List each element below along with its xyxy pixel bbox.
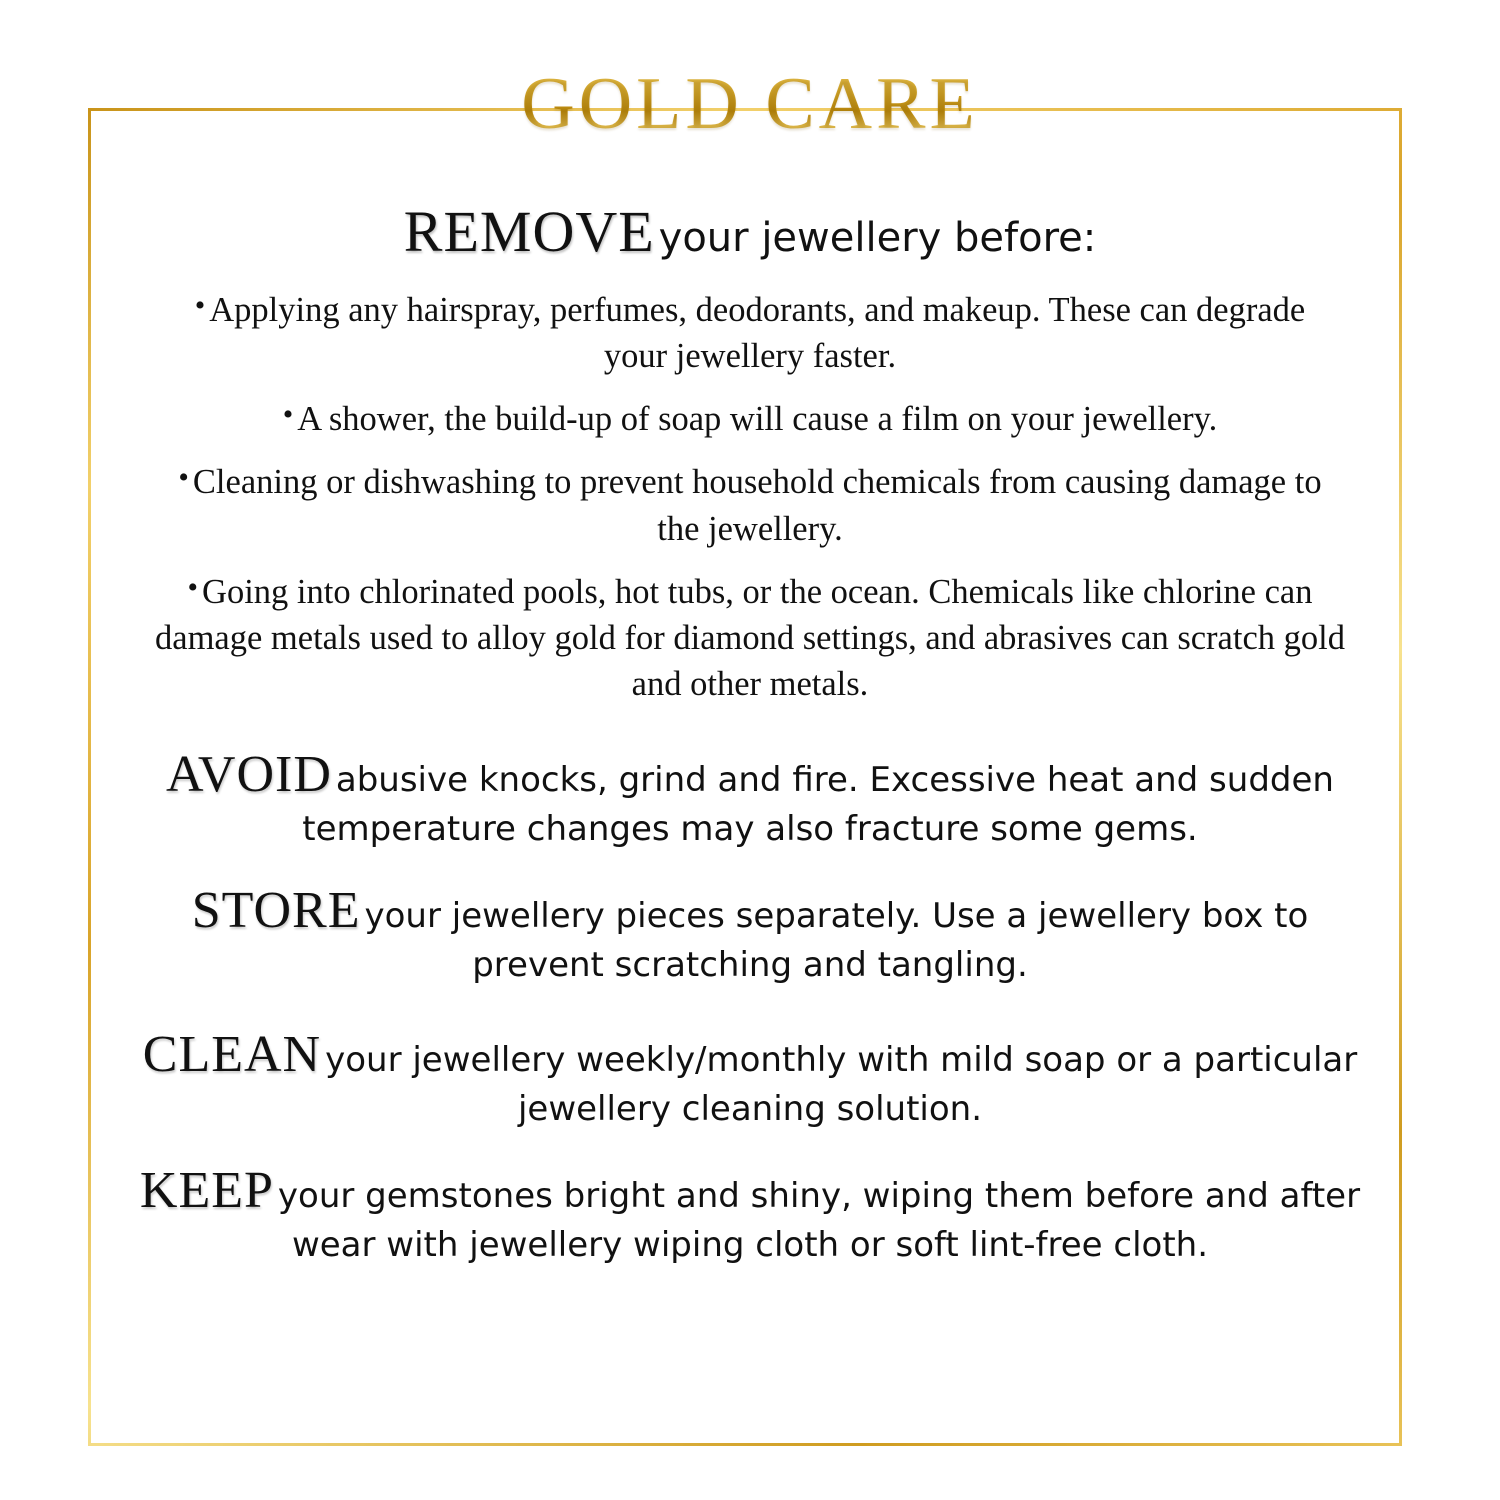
section-store-body: your jewellery pieces separately. Use a jewellery box to prevent scratching and tangling. — [364, 895, 1309, 986]
bullet-dot-icon: • — [194, 288, 206, 322]
page-title: GOLD CARE — [495, 62, 1004, 147]
remove-heading-lead: REMOVE — [403, 199, 655, 264]
bullet-dot-icon: • — [178, 461, 189, 495]
list-item — [130, 458, 1370, 551]
list-item-text: Going into chlorinated pools, hot tubs, or the ocean. Chemicals like chlorine can damage metals used to alloy gold for diamond settings, and abrasives can scratch gold and other metals. — [155, 572, 1345, 704]
remove-bullet-list — [130, 286, 1370, 708]
section-store — [130, 878, 1370, 988]
care-instructions — [130, 186, 1370, 1268]
remove-heading — [130, 200, 1370, 264]
remove-heading-rest: your jewellery before: — [658, 215, 1097, 261]
list-item-text: Cleaning or dishwashing to prevent household chemicals from causing damage to the jewellery. — [192, 463, 1322, 548]
bullet-dot-icon: • — [187, 570, 199, 604]
section-store-lead: STORE — [191, 881, 361, 939]
section-keep-body: your gemstones bright and shiny, wiping them before and after wear with jewellery wiping cloth or soft lint-free cloth. — [277, 1175, 1361, 1266]
section-avoid-body: abusive knocks, grind and fire. Excessive heat and sudden temperature changes may also fracture some gems. — [302, 759, 1334, 850]
section-keep — [130, 1158, 1370, 1268]
section-clean-body: your jewellery weekly/monthly with mild soap or a particular jewellery cleaning solution. — [325, 1039, 1358, 1130]
section-avoid-lead: AVOID — [166, 745, 332, 803]
page-title-container — [0, 62, 1500, 147]
list-item — [130, 395, 1370, 442]
section-avoid — [130, 742, 1370, 852]
list-item-text: A shower, the build-up of soap will cause a film on your jewellery. — [297, 400, 1218, 439]
section-keep-lead: KEEP — [139, 1161, 274, 1219]
list-item-text: Applying any hairspray, perfumes, deodorants, and makeup. These can degrade your jewellery faster. — [209, 290, 1306, 376]
bullet-dot-icon: • — [282, 398, 294, 432]
section-clean-lead: CLEAN — [142, 1025, 322, 1083]
list-item — [130, 286, 1370, 379]
list-item — [130, 568, 1370, 708]
section-clean — [130, 1022, 1370, 1132]
